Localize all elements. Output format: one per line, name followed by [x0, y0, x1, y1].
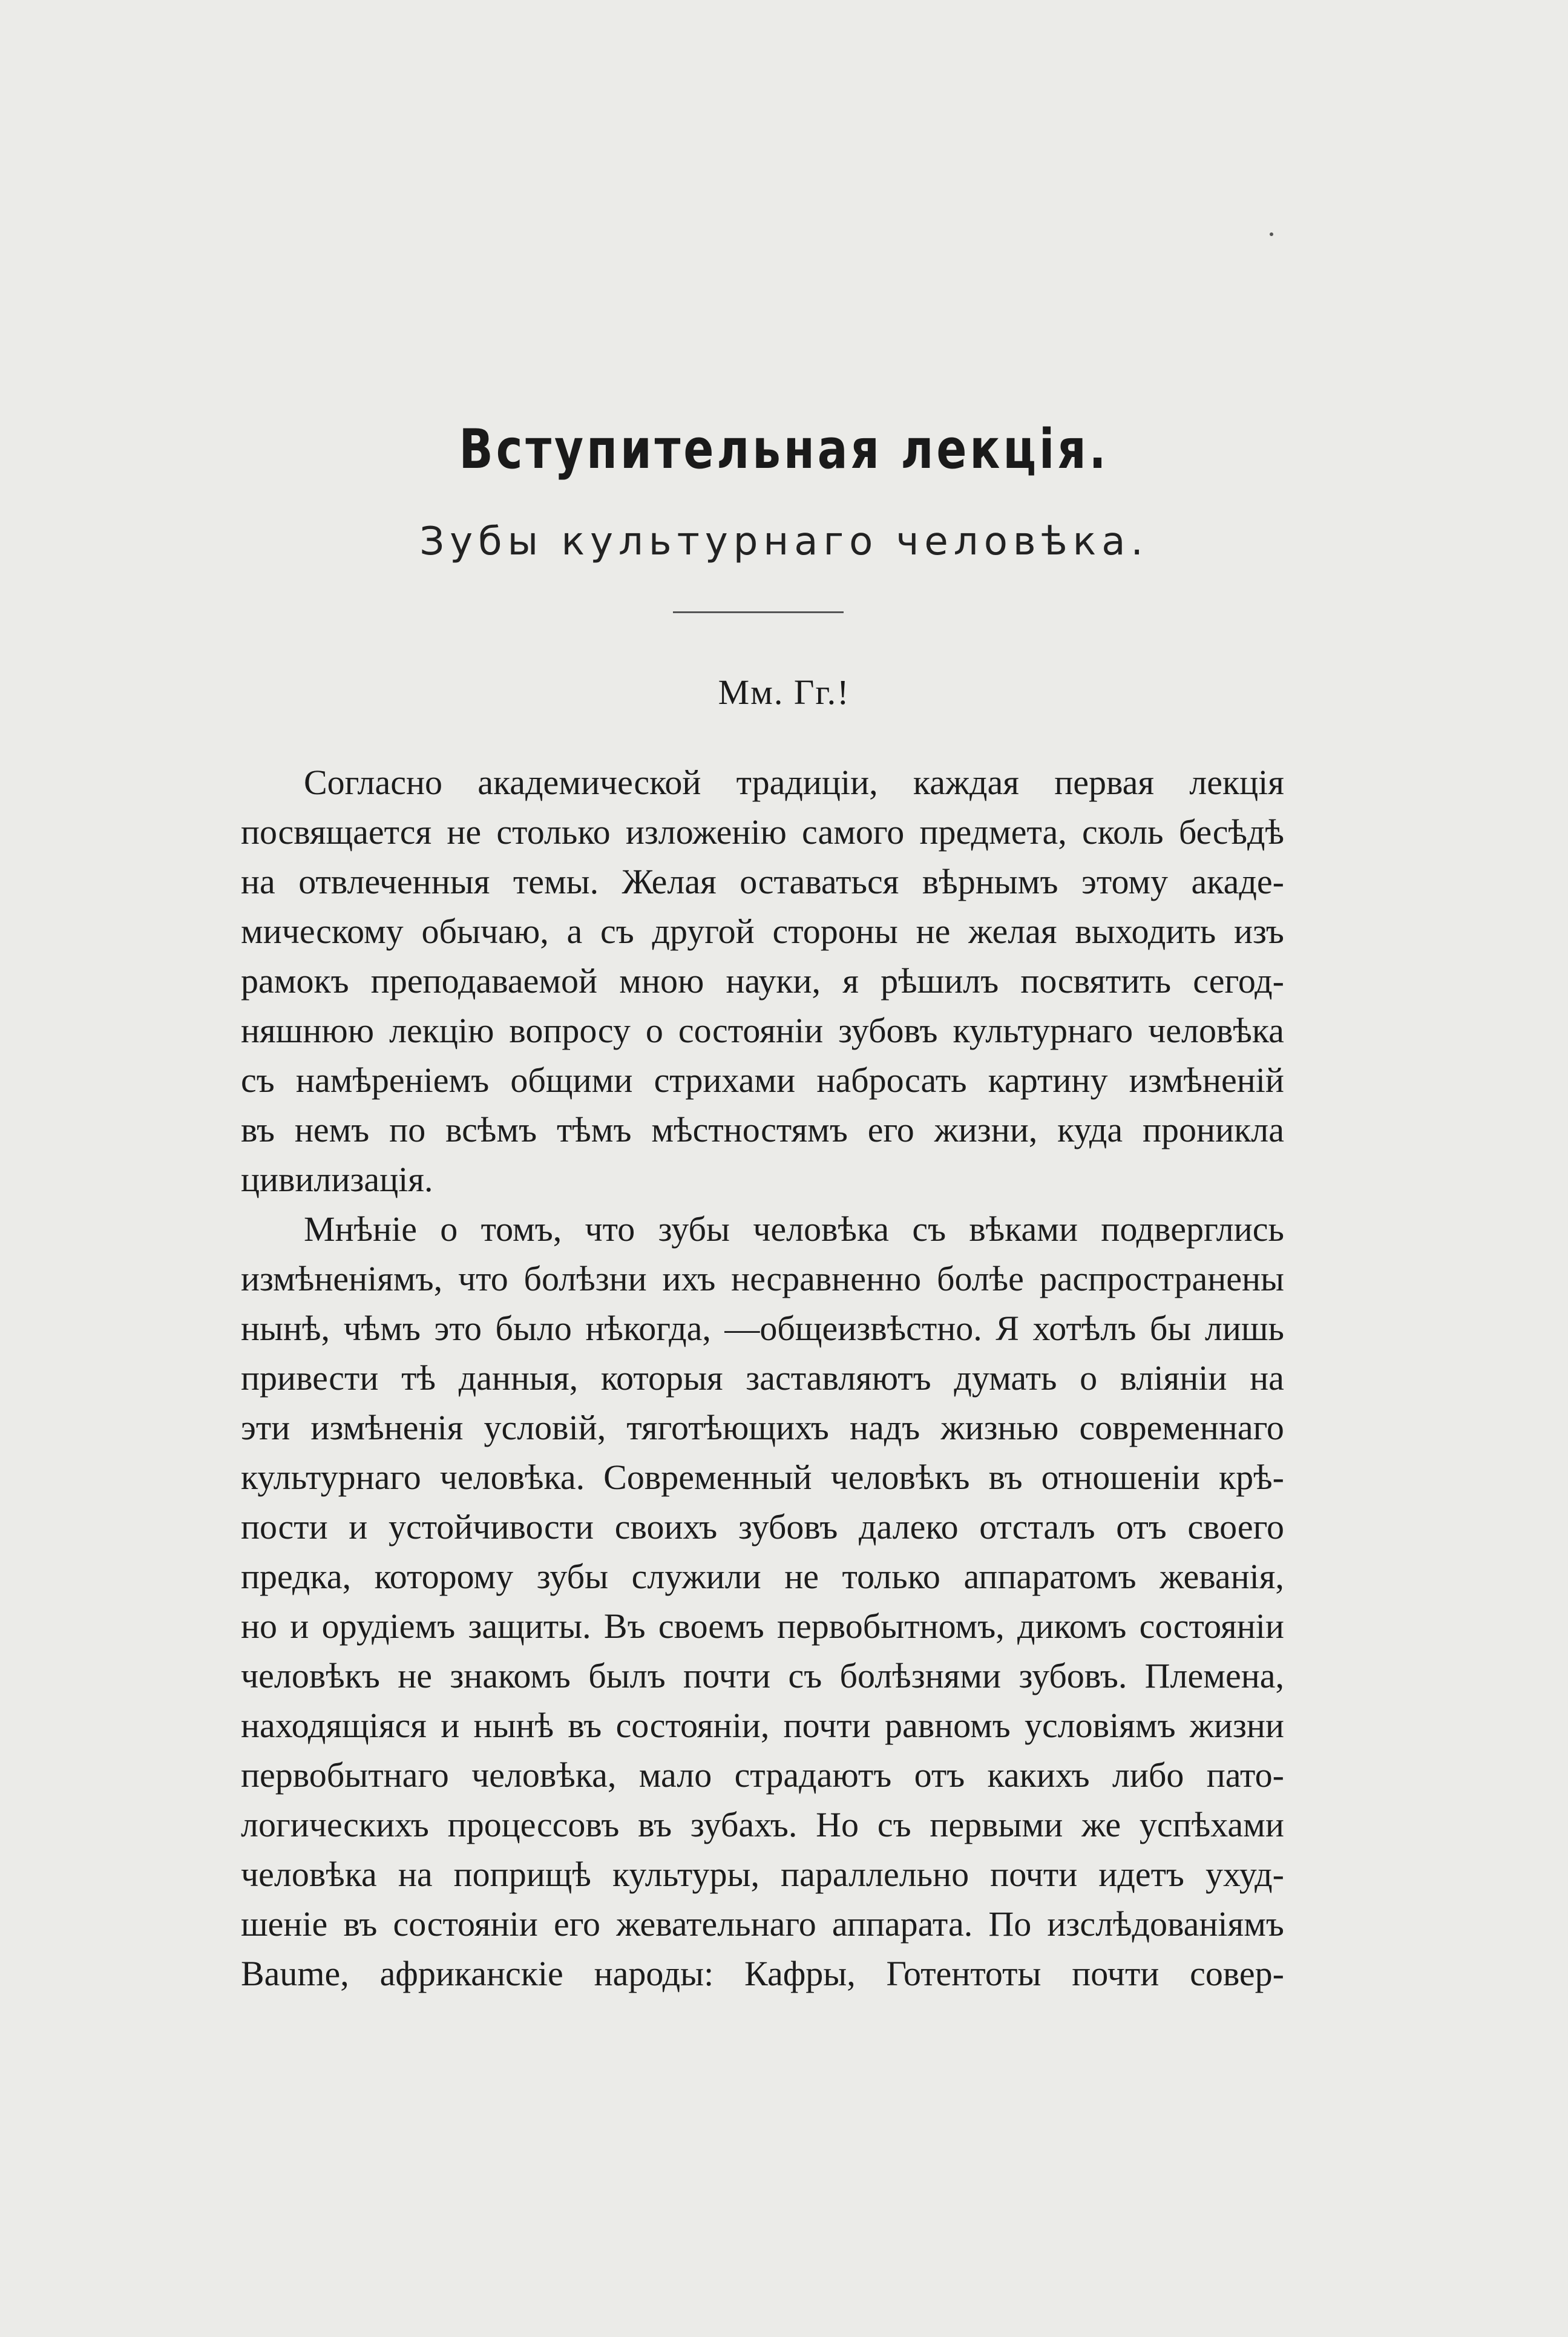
text-line: привести тѣ данныя, которыя заставляютъ думать о вліяніи на: [241, 1358, 1284, 1398]
text-line: эти измѣненія условій, тяготѣющихъ надъ жизнью современнаго: [241, 1408, 1284, 1447]
text-line: мическому обычаю, а съ другой стороны не желая выходить изъ: [241, 912, 1284, 951]
text-line: измѣненіямъ, что болѣзни ихъ несравненно болѣе распространены: [241, 1259, 1284, 1298]
text-line: въ немъ по всѣмъ тѣмъ мѣстностямъ его жизни, куда проникла: [241, 1110, 1284, 1149]
text-line: Согласно академической традиціи, каждая первая лекція: [304, 763, 1284, 802]
lecture-subtitle: Зубы культурнаго человѣка.: [419, 519, 1149, 564]
text-line: посвящается не столько изложенію самого предмета, сколь бесѣдѣ: [241, 812, 1284, 852]
text-line: Мнѣніе о томъ, что зубы человѣка съ вѣками подверглись: [304, 1209, 1284, 1249]
text-line: цивилизація.: [241, 1160, 433, 1199]
text-line: первобытнаго человѣка, мало страдаютъ отъ какихъ либо пато-: [241, 1755, 1284, 1795]
text-line: логическихъ процессовъ въ зубахъ. Но съ первыми же успѣхами: [241, 1805, 1284, 1844]
title-divider: [673, 611, 844, 613]
text-line: человѣка на поприщѣ культуры, параллельно почти идетъ ухуд-: [241, 1855, 1284, 1894]
text-line: культурнаго человѣка. Современный человѣкъ въ отношеніи крѣ-: [241, 1458, 1284, 1497]
text-line: на отвлеченныя темы. Желая оставаться вѣрнымъ этому акаде-: [241, 862, 1284, 901]
salutation: Мм. Гг.!: [718, 672, 850, 712]
text-line: съ намѣреніемъ общими стрихами набросать картину измѣненій: [241, 1060, 1284, 1100]
text-line: предка, которому зубы служили не только аппаратомъ жеванія,: [241, 1557, 1284, 1596]
text-line: нынѣ, чѣмъ это было нѣкогда, —общеизвѣстно. Я хотѣлъ бы лишь: [241, 1309, 1284, 1348]
text-line: Baume, африканскіе народы: Кафры, Готентоты почти совер-: [241, 1954, 1284, 1993]
text-line: находящіяся и нынѣ въ состояніи, почти равномъ условіямъ жизни: [241, 1706, 1284, 1745]
text-line: но и орудіемъ защиты. Въ своемъ первобытномъ, дикомъ состояніи: [241, 1606, 1284, 1646]
text-line: человѣкъ не знакомъ былъ почти съ болѣзнями зубовъ. Племена,: [241, 1656, 1284, 1695]
text-line: пости и устойчивости своихъ зубовъ далеко отсталъ отъ своего: [241, 1507, 1284, 1546]
text-line: рамокъ преподаваемой мною науки, я рѣшилъ посвятить сегод-: [241, 961, 1284, 1001]
paper-speck: [1270, 232, 1273, 236]
lecture-title: Вступительная лекція.: [459, 418, 1109, 481]
text-line: няшнюю лекцію вопросу о состояніи зубовъ культурнаго человѣка: [241, 1011, 1284, 1050]
text-line: шеніе въ состояніи его жевательнаго аппарата. По изслѣдованіямъ: [241, 1904, 1284, 1944]
